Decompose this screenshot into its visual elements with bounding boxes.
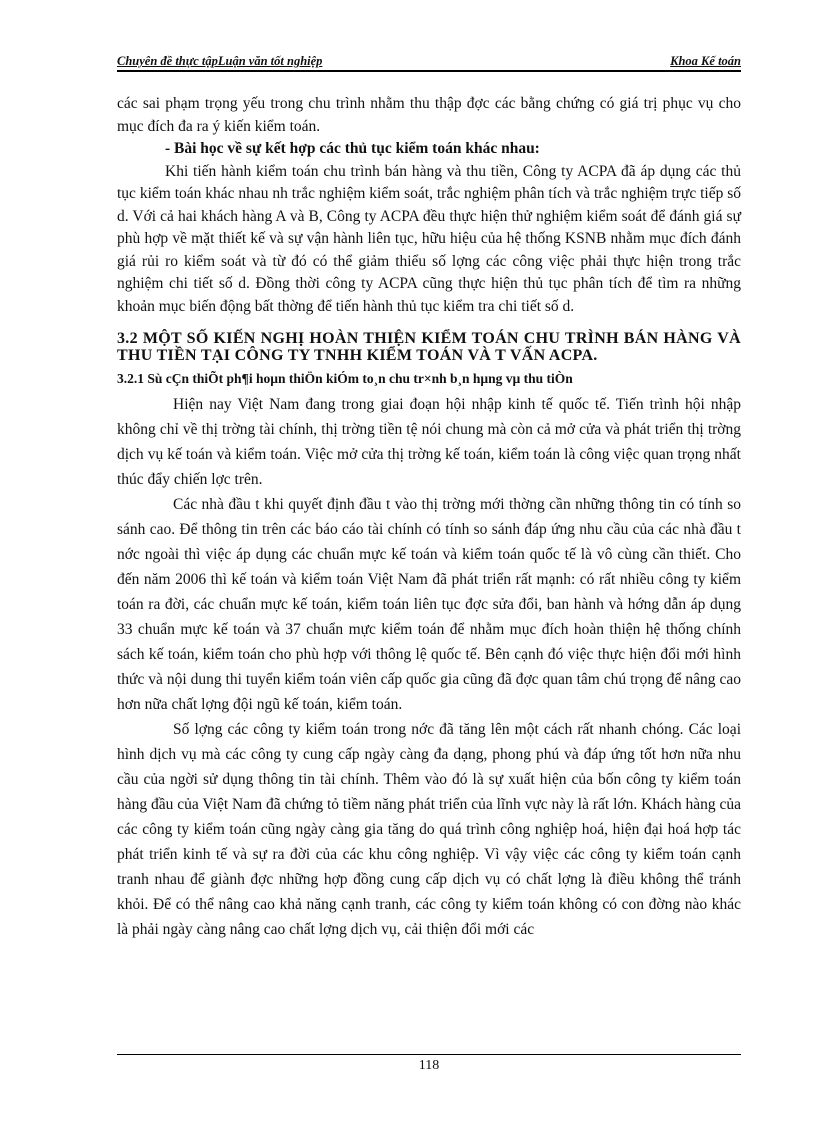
paragraph-2: Khi tiến hành kiểm toán chu trình bán hàng và thu tiền, Công ty ACPA đã áp dụng các thủ tục kiểm toán khác nhau nh trắc nghiệm kiểm soát, trắc nghiệm phân tích và trắc nghiệm trực tiếp số d. Với cả hai khách hàng A và B, Công ty ACPA đều thực hiện thử nghiệm kiểm soát để đánh giá sự phù hợp về mặt thiết kế và sự vận hành liên tục, hữu hiệu của hệ thống KSNB nhằm mục đích đánh giá rủi ro kiểm soát và từ đó có thể giảm thiểu số lợng các công việc phải thực hiện trong trắc nghiệm chi tiết số d. Đồng thời công ty ACPA cũng thực hiện thủ tục phân tích để tìm ra những khoản mục biến động bất thờng để tiến hành thủ tục kiểm tra chi tiết số d. (117, 162, 741, 315)
paragraph-4: Các nhà đầu t khi quyết định đầu t vào thị trờng mới thờng cần những thông tin có tính so sánh cao. Để thông tin trên các báo cáo tài chính có tính so sánh đáp ứng nhu cầu của các nhà đầu t nớc ngoài thì việc áp dụng các chuẩn mực kế toán và kiểm toán quốc tế là vô cùng cần thiết. Cho đến năm 2006 thì kế toán và kiểm toán Việt Nam đã phát triển rất mạnh: có rất nhiều công ty kiểm toán ra đời, các chuẩn mực kế toán, kiểm toán liên tục đợc sửa đổi, ban hành và hớng dẫn áp dụng 33 chuẩn mực kế toán và 37 chuẩn mực kiểm toán để nhằm mục đích hoàn thiện hệ thống chính sách kế toán, kiểm toán cho phù hợp với thông lệ quốc tế. Bên cạnh đó việc thực hiện đổi mới hình thức và nội dung thi tuyển kiểm toán viên cấp quốc gia cũng đã đợc quan tâm chú trọng để nâng cao hơn nữa chất lợng đội ngũ kế toán, kiểm toán. (117, 496, 741, 713)
header-left-title: Chuyên đề thực tậpLuận văn tốt nghiệp (117, 54, 323, 68)
paragraph-3: Hiện nay Việt Nam đang trong giai đoạn hội nhập kinh tế quốc tế. Tiến trình hội nhập không chỉ về thị trờng tài chính, thị trờng tiền tệ nói chung mà còn cả mở cửa và phát triển thị trờng dịch vụ kế toán và kiểm toán. Việc mở cửa thị trờng kế toán, kiểm toán là công việc quan trọng nhất thúc đẩy chiến lợc trên. (117, 396, 741, 488)
paragraph-5: Số lợng các công ty kiểm toán trong nớc đã tăng lên một cách rất nhanh chóng. Các loại hình dịch vụ mà các công ty cung cấp ngày càng đa dạng, phong phú và đáp ứng tốt hơn nữa nhu cầu của ngời sử dụng thông tin tài chính. Thêm vào đó là sự xuất hiện của bốn công ty kiểm toán hàng đầu của Việt Nam đã chứng tỏ tiềm năng phát triển của lĩnh vực này là rất lớn. Khách hàng của các công ty kiểm toán cũng ngày càng gia tăng do quá trình công nghiệp hoá, hiện đại hoá hợp tác phát triển kinh tế và sự ra đời của các khu công nghiệp. Vì vậy việc các công ty kiểm toán cạnh tranh nhau để giành đợc những hợp đồng cung cấp dịch vụ có chất lợng là điều không thể tránh khỏi. Để có thể nâng cao khả năng cạnh tranh, các công ty kiểm toán không có con đờng nào khác là phải ngày càng nâng cao chất lợng dịch vụ, cải thiện đổi mới các (117, 721, 741, 938)
paragraph-1: các sai phạm trọng yếu trong chu trình nhằm thu thập đợc các bằng chứng có giá trị phục vụ cho mục đích đa ra ý kiến kiểm toán. (117, 95, 741, 135)
page-header (117, 52, 741, 72)
section-heading: 3.2 MỘT SỐ KIẾN NGHỊ HOÀN THIỆN KIỂM TOÁN CHU TRÌNH BÁN HÀNG VÀ THU TIỀN TẠI CÔNG TY TNHH KIỂM TOÁN VÀ T VẤN ACPA. (117, 330, 741, 364)
subsection-heading: 3.2.1 Sù cÇn thiÕt ph¶i hoµn thiÖn kiÓm to¸n chu tr×nh b¸n hµng vµ thu tiÒn (117, 371, 573, 386)
lesson-heading: - Bài học về sự kết hợp các thủ tục kiểm toán khác nhau: (165, 140, 540, 157)
document-body (117, 93, 741, 942)
header-right-title: Khoa Kế toán (670, 54, 741, 68)
document-page (117, 0, 741, 1123)
page-number: 118 (418, 1058, 440, 1073)
footer-rule (117, 1054, 741, 1055)
